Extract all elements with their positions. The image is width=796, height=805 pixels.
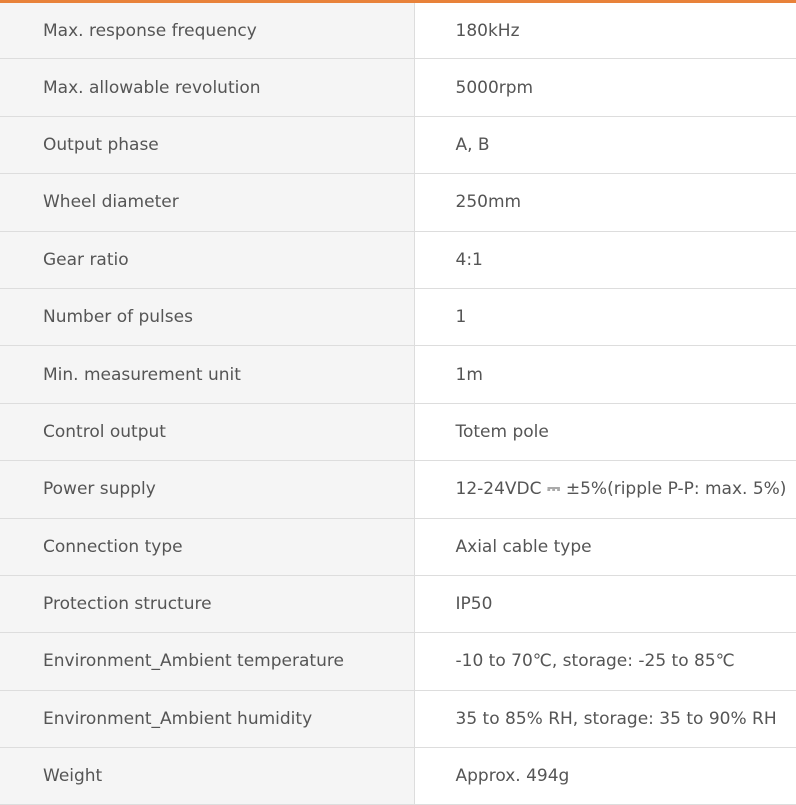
spec-value: -10 to 70℃, storage: -25 to 85℃: [414, 633, 796, 690]
spec-value: A, B: [414, 116, 796, 173]
table-row: [0, 461, 796, 518]
spec-label: Protection structure: [0, 575, 414, 632]
spec-label: Max. allowable revolution: [0, 59, 414, 116]
table-row: [0, 346, 796, 403]
spec-value: Totem pole: [414, 403, 796, 460]
spec-label: Gear ratio: [0, 231, 414, 288]
spec-label: Max. response frequency: [0, 2, 414, 59]
table-row: [0, 633, 796, 690]
spec-value: 250mm: [414, 174, 796, 231]
spec-label: Wheel diameter: [0, 174, 414, 231]
table-row: [0, 748, 796, 805]
spec-value: 4:1: [414, 231, 796, 288]
spec-label: Environment_Ambient temperature: [0, 633, 414, 690]
table-row: [0, 59, 796, 116]
table-row: [0, 403, 796, 460]
spec-label: Output phase: [0, 116, 414, 173]
table-row: [0, 174, 796, 231]
table-row: [0, 690, 796, 747]
spec-value: 1m: [414, 346, 796, 403]
spec-label: Number of pulses: [0, 288, 414, 345]
table-row: [0, 231, 796, 288]
spec-label: Environment_Ambient humidity: [0, 690, 414, 747]
spec-value: 35 to 85% RH, storage: 35 to 90% RH: [414, 690, 796, 747]
spec-table-body: [0, 2, 796, 805]
spec-value: Axial cable type: [414, 518, 796, 575]
spec-value: 12-24VDC ⎓ ±5%(ripple P-P: max. 5%): [414, 461, 796, 518]
table-row: [0, 2, 796, 59]
spec-value: 1: [414, 288, 796, 345]
spec-label: Weight: [0, 748, 414, 805]
table-row: [0, 116, 796, 173]
spec-label: Connection type: [0, 518, 414, 575]
spec-label: Power supply: [0, 461, 414, 518]
table-row: [0, 288, 796, 345]
table-row: [0, 575, 796, 632]
spec-label: Control output: [0, 403, 414, 460]
table-row: [0, 518, 796, 575]
spec-value: IP50: [414, 575, 796, 632]
spec-value: 180kHz: [414, 2, 796, 59]
spec-label: Min. measurement unit: [0, 346, 414, 403]
spec-value: Approx. 494g: [414, 748, 796, 805]
spec-value: 5000rpm: [414, 59, 796, 116]
